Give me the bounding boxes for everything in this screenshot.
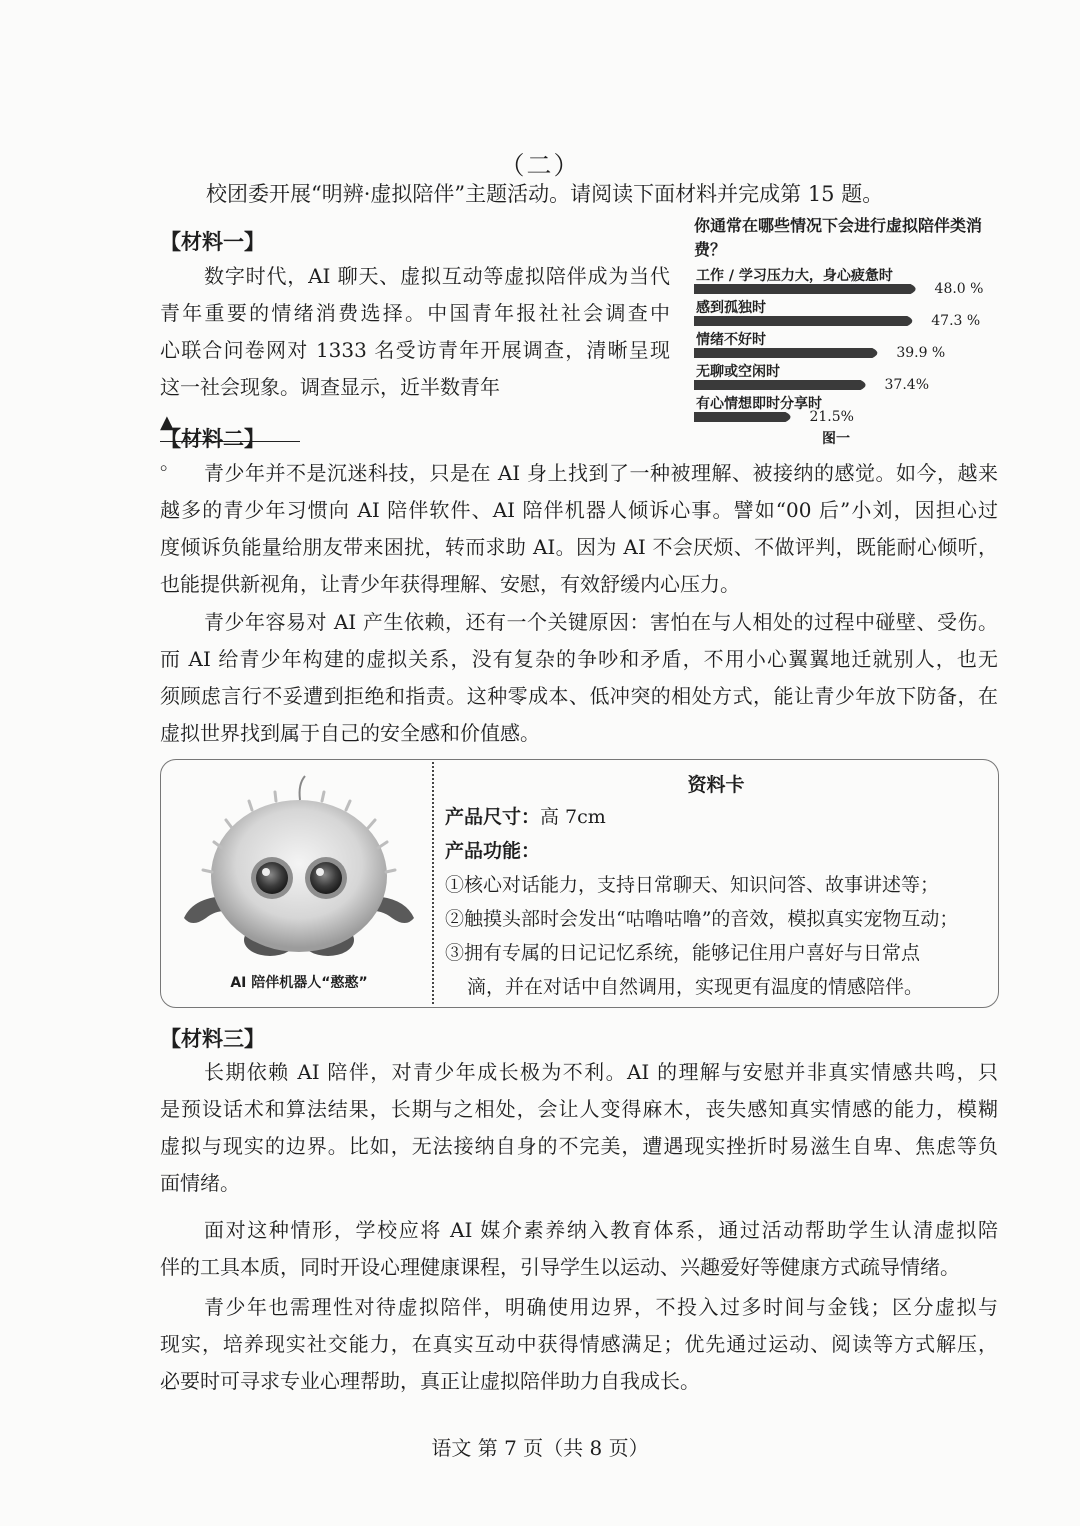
- bar-category-label: 工作 / 学习压力大，身心疲惫时: [696, 268, 893, 284]
- material2-paragraph-1: [160, 455, 998, 603]
- function-item-continued: 滴，并在对话中自然调用，实现更有温度的情感陪伴。: [467, 976, 924, 998]
- bar-value-label: 48.0 %: [934, 281, 984, 297]
- material2-paragraph-2: [160, 604, 998, 752]
- paragraph-line: 也能提供新视角，让青少年获得理解、安慰，有效舒缓内心压力。: [160, 572, 740, 596]
- paragraph-line: 而 AI 给青少年构建的虚拟关系，没有复杂的争吵和矛盾，不用小心翼翼地迁就别人，也无: [160, 647, 998, 671]
- paragraph-line: 虚拟世界找到属于自己的安全感和价值感。: [160, 721, 540, 745]
- material3-paragraph-3: [160, 1289, 998, 1400]
- material3-paragraph-2: [160, 1212, 998, 1286]
- robot-image: [172, 768, 426, 968]
- paragraph-line: 现实，培养现实社交能力，在真实互动中获得情感满足；优先通过运动、阅读等方式解压，: [160, 1332, 998, 1356]
- paragraph-line: 青少年容易对 AI 产生依赖，还有一个关键原因：害怕在与人相处的过程中碰壁、受伤。: [204, 610, 998, 634]
- bar-category-label: 有心情想即时分享时: [696, 396, 822, 412]
- robot-illustration: [172, 768, 426, 968]
- paragraph-line: 必要时可寻求专业心理帮助，真正让虚拟陪伴助力自我成长。: [160, 1369, 700, 1393]
- material3-heading: 【材料三】: [160, 1027, 265, 1051]
- bar: [694, 380, 866, 390]
- card-divider: [432, 762, 434, 1004]
- paragraph-line: 面情绪。: [160, 1171, 240, 1195]
- bar-value-label: 37.4%: [884, 377, 930, 393]
- section-title: （二）: [499, 151, 581, 180]
- size-label: 产品尺寸：: [445, 806, 541, 828]
- bar: [694, 316, 912, 326]
- intro-text: 校团委开展“明辨·虚拟陪伴”主题活动。请阅读下面材料并完成第 15 题。: [206, 182, 884, 206]
- function-item: ①核心对话能力，支持日常聊天、知识问答、故事讲述等；: [445, 874, 940, 896]
- page-footer: 语文 第 7 页（共 8 页）: [431, 1436, 649, 1460]
- paragraph-line: 越多的青少年习惯向 AI 陪伴软件、AI 陪伴机器人倾诉心事。譬如“00 后”小刘，因担心过: [160, 498, 998, 522]
- material2-heading: 【材料二】: [160, 427, 265, 451]
- material3-paragraph-1: [160, 1054, 998, 1202]
- paragraph-line: 青少年也需理性对待虚拟陪伴，明确使用边界，不投入过多时间与金钱；区分虚拟与: [204, 1295, 998, 1319]
- material1-heading: 【材料一】: [160, 230, 265, 254]
- bar-value-label: 47.3 %: [931, 313, 981, 329]
- chart-caption: 图一: [822, 431, 850, 447]
- card-title: 资料卡: [687, 774, 745, 796]
- paragraph-line: 数字时代，AI 聊天、虚拟互动等虚拟陪伴成为当代: [204, 264, 670, 288]
- survey-chart: [694, 214, 1004, 450]
- bar-value-label: 21.5%: [809, 409, 854, 425]
- triangle-icon: ▲: [160, 412, 174, 433]
- paragraph-line: 面对这种情形，学校应将 AI 媒介素养纳入教育体系，通过活动帮助学生认清虚拟陪: [204, 1218, 998, 1242]
- paragraph-line: 长期依赖 AI 陪伴，对青少年成长极为不利。AI 的理解与安慰并非真实情感共鸣，只: [204, 1060, 998, 1084]
- chart-title: 你通常在哪些情况下会进行虚拟陪伴类消费？: [694, 216, 983, 259]
- bar: [694, 412, 790, 422]
- paragraph-line: 是预设话术和算法结果，长期与之相处，会让人变得麻木，丧失感知真实情感的能力，模糊: [160, 1097, 998, 1121]
- bar-category-label: 无聊或空闲时: [696, 364, 780, 380]
- chart-plot: [694, 266, 1004, 426]
- function-label: 产品功能：: [445, 840, 541, 862]
- card-content: [445, 800, 993, 1004]
- paragraph-line: 心联合问卷网对 1333 名受访青年开展调查，清晰呈现: [160, 338, 670, 362]
- bar: [694, 284, 916, 294]
- function-label-row: [445, 834, 993, 868]
- paragraph-line: 虚拟与现实的边界。比如，无法接纳自身的不完美，遭遇现实挫折时易滋生自卑、焦虑等负: [160, 1134, 998, 1158]
- paragraph-line: 须顾虑言行不妥遭到拒绝和指责。这种零成本、低冲突的相处方式，能让青少年放下防备，在: [160, 684, 998, 708]
- product-size-row: [445, 800, 993, 834]
- robot-caption: AI 陪伴机器人“憨憨”: [230, 975, 368, 991]
- function-item: ③拥有专属的日记记忆系统，能够记住用户喜好与日常点: [445, 942, 921, 964]
- bar: [694, 348, 877, 358]
- paragraph-line: 青少年并不是沉迷科技，只是在 AI 身上找到了一种被理解、被接纳的感觉。如今，越来: [204, 461, 998, 485]
- bar-category-label: 情绪不好时: [696, 332, 766, 348]
- end-punctuation: 。: [160, 450, 180, 474]
- bar-category-label: 感到孤独时: [696, 300, 766, 316]
- bar-value-label: 39.9 %: [896, 345, 946, 361]
- paragraph-line: 青年重要的情绪消费选择。中国青年报社社会调查中: [160, 301, 670, 325]
- function-item: ②触摸头部时会发出“咕噜咕噜”的音效，模拟真实宠物互动；: [445, 908, 959, 930]
- size-value: 高 7cm: [540, 806, 606, 828]
- paragraph-line: 这一社会现象。调查显示，近半数青年: [160, 375, 500, 399]
- paragraph-line: 伴的工具本质，同时开设心理健康课程，引导学生以运动、兴趣爱好等健康方式疏导情绪。: [160, 1255, 960, 1279]
- paragraph-line: 度倾诉负能量给朋友带来困扰，转而求助 AI。因为 AI 不会厌烦、不做评判，既能耐心倾听，: [160, 535, 998, 559]
